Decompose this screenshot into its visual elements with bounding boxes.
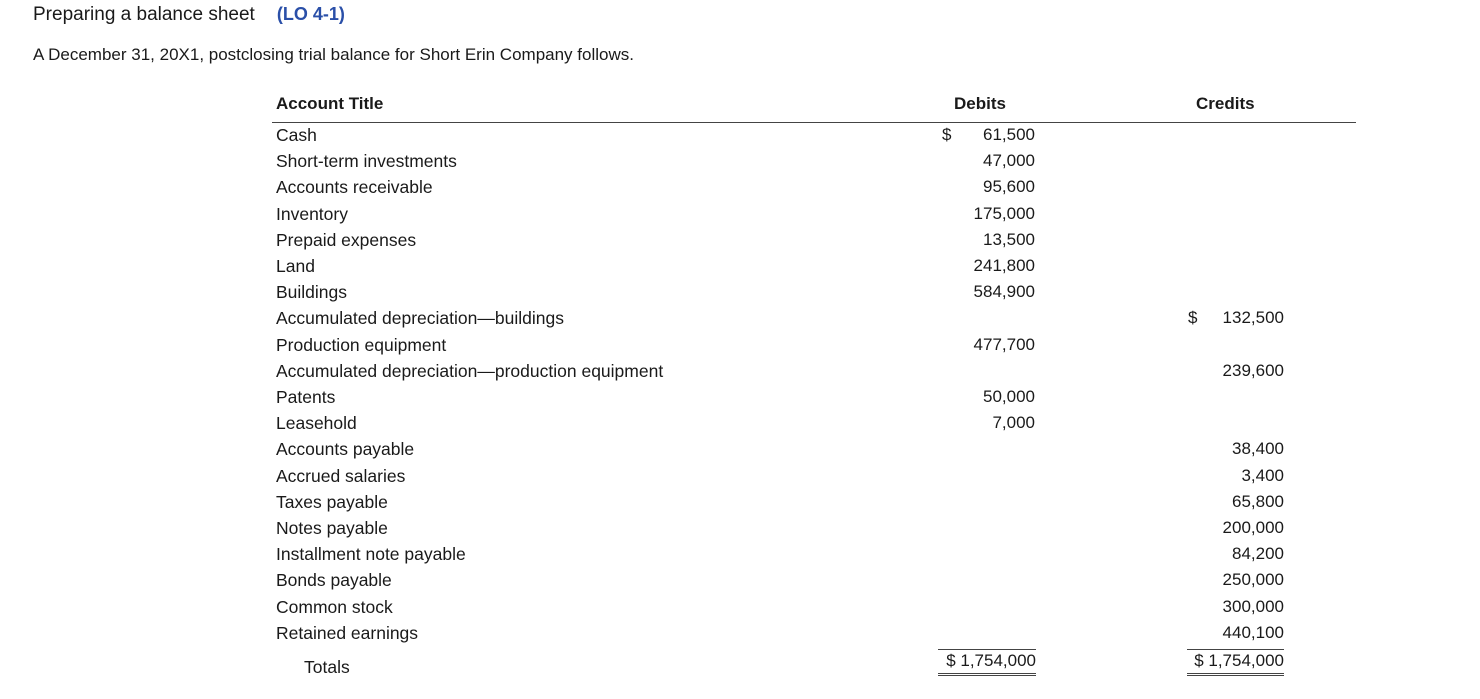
table-row [0,464,1480,490]
table-row [0,306,1480,332]
account-title-cell: Accounts receivable [276,177,433,198]
table-row [0,595,1480,621]
table-row [0,228,1480,254]
table-row [0,490,1480,516]
credit-cell: 38,400 [1232,439,1284,459]
learning-objective-link[interactable]: (LO 4-1) [276,4,345,24]
credit-cell: 200,000 [1222,518,1284,537]
account-title-cell: Bonds payable [276,570,392,591]
credit-cell: 3,400 [1241,465,1284,485]
credit-cell: 65,800 [1232,491,1284,511]
debit-cell: 175,000 [973,203,1035,223]
debit-cell: 47,000 [983,151,1035,171]
credit-currency-symbol: $ [1188,308,1198,328]
table-row [0,621,1480,647]
debit-cell: 13,500 [983,229,1035,249]
account-title-cell: Buildings [276,282,348,303]
account-title-cell: Accumulated depreciation—production equipment [276,360,664,381]
table-row [0,333,1480,359]
debit-cell: 477,700 [973,334,1035,354]
table-row [0,280,1480,306]
debit-cell: 50,000 [983,387,1035,406]
total-debits: $ 1,754,000 [938,649,1036,676]
account-title-cell: Accrued salaries [276,465,406,486]
account-title-cell: Retained earnings [276,622,419,643]
table-row [0,123,1480,149]
table-row [0,202,1480,228]
table-row [0,175,1480,201]
table-row [0,516,1480,542]
column-header-credits: Credits [1196,94,1255,113]
account-title-cell: Common stock [276,596,393,617]
account-title-cell: Installment note payable [276,544,466,565]
credit-cell: 239,600 [1222,360,1284,380]
account-title-cell: Prepaid expenses [276,229,417,250]
table-row [0,385,1480,411]
credit-cell: 440,100 [1222,622,1284,642]
table-row [0,542,1480,568]
account-title-cell: Land [276,256,315,276]
table-row [0,568,1480,594]
table-row [0,359,1480,385]
account-title-cell: Cash [276,125,317,145]
account-title-cell: Short-term investments [276,151,457,172]
total-credits: $ 1,754,000 [1187,649,1284,676]
intro-text: A December 31, 20X1, postclosing trial balance for Short Erin Company follows. [33,45,634,64]
table-row [0,437,1480,463]
debit-cell: 584,900 [973,282,1035,302]
credit-cell: 132,500 [1222,308,1284,328]
column-header-debits: Debits [954,94,1006,113]
table-row [0,149,1480,175]
account-title-cell: Notes payable [276,518,388,538]
debit-cell: 95,600 [983,177,1035,197]
totals-label: Totals [304,657,350,677]
account-title-cell: Accounts payable [276,439,415,460]
account-title-cell: Accumulated depreciation—buildings [276,308,564,329]
page-title-line [33,4,345,26]
debit-cell: 7,000 [992,413,1035,433]
debit-cell: 61,500 [983,125,1035,144]
account-title-cell: Leasehold [276,413,357,434]
page-title: Preparing a balance sheet [33,4,255,25]
table-row [0,254,1480,280]
credit-cell: 84,200 [1232,544,1284,564]
account-title-cell: Taxes payable [276,491,388,512]
debit-currency-symbol: $ [942,125,952,144]
account-title-cell: Production equipment [276,334,447,355]
credit-cell: 300,000 [1222,596,1284,616]
column-header-account: Account Title [276,94,384,113]
table-row [0,411,1480,437]
debit-cell: 241,800 [973,256,1035,275]
credit-cell: 250,000 [1222,570,1284,590]
account-title-cell: Patents [276,387,336,407]
account-title-cell: Inventory [276,203,348,224]
